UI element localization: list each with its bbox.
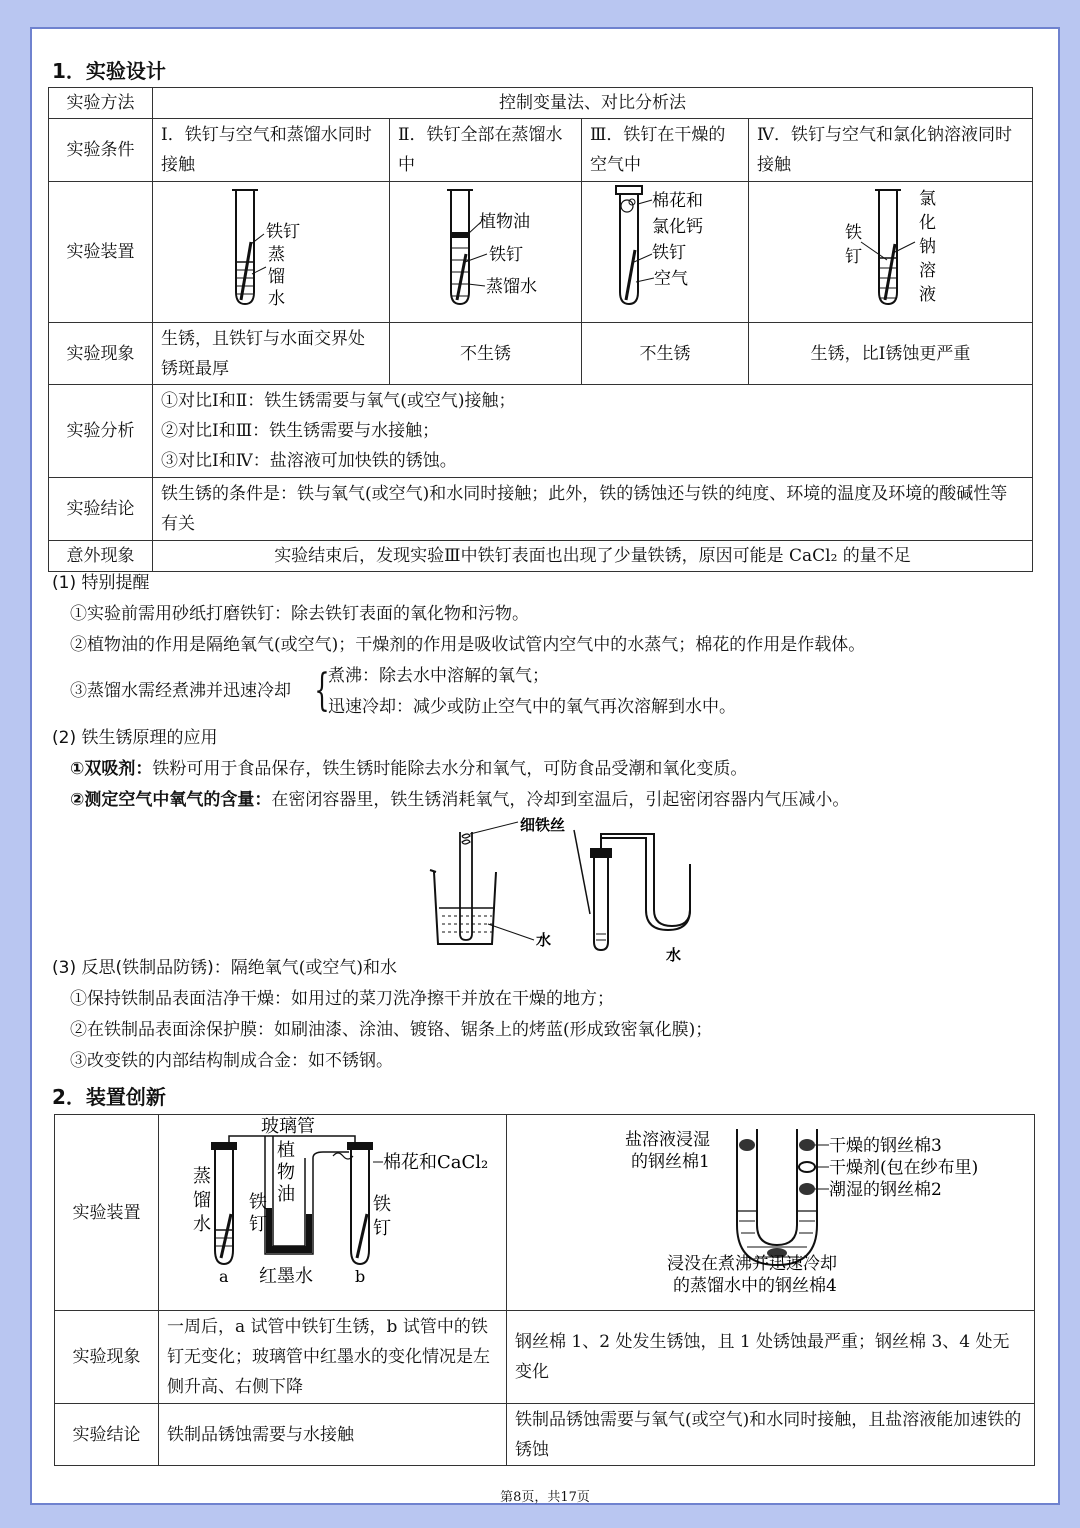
analysis-item: ①对比Ⅰ和Ⅱ：铁生锈需要与氧气(或空气)接触； xyxy=(161,391,516,411)
reflection-item-2: ②在铁制品表面涂保护膜：如刷油漆、涂油、镀铬、锯条上的烤蓝(形成致密氧化膜)； xyxy=(70,1020,713,1040)
section2-heading: 2．装置创新 xyxy=(52,1085,166,1109)
device-tube-2 xyxy=(390,182,582,323)
u-tube-device-2 xyxy=(507,1115,1035,1311)
phenomenon-2: 不生锈 xyxy=(390,323,582,385)
svg-text:钉: 钉 xyxy=(248,1213,267,1235)
reflection-item-1: ①保持铁制品表面洁净干燥：如用过的菜刀洗净擦干并放在干燥的地方； xyxy=(70,989,614,1009)
steel-wool-u-tube-diagram xyxy=(551,1115,991,1300)
oxygen-measurement-figure xyxy=(422,814,682,964)
svg-text:的钢丝棉1: 的钢丝棉1 xyxy=(630,1152,710,1172)
analysis-cell xyxy=(153,385,1033,478)
reminder-item-3b: 迅速冷却：减少或防止空气中的氧气再次溶解到水中。 xyxy=(328,697,736,717)
svg-text:油: 油 xyxy=(276,1183,295,1205)
tube-3-cotton-label: 棉花和 xyxy=(652,191,703,211)
svg-text:物: 物 xyxy=(276,1161,295,1183)
salt-wool-label: 盐溶液浸湿 xyxy=(624,1130,710,1150)
method-value: 控制变量法、对比分析法 xyxy=(153,88,1033,119)
dry-wool-3-label: 干燥的钢丝棉3 xyxy=(828,1136,942,1156)
reflection-title: (3) 反思(铁制品防锈)：隔绝氧气(或空气)和水 xyxy=(52,958,398,978)
svg-text:的蒸馏水中的钢丝棉4: 的蒸馏水中的钢丝棉4 xyxy=(672,1276,837,1296)
experiment-design-table xyxy=(48,87,1033,572)
svg-text:溶: 溶 xyxy=(918,261,936,281)
tube-1-nail-label: 铁钉 xyxy=(266,222,300,242)
reminder-item-2: ②植物油的作用是隔绝氧气(或空气)；干燥剂的作用是吸收试管内空气中的水蒸气；棉花的作用是作载体。 xyxy=(70,635,866,655)
reminder-title: (1) 特别提醒 xyxy=(52,573,150,593)
svg-text:液: 液 xyxy=(918,285,936,305)
desiccant-label: 干燥剂(包在纱布里) xyxy=(828,1158,978,1178)
svg-text:植: 植 xyxy=(276,1139,295,1161)
svg-text:水: 水 xyxy=(268,289,285,309)
unexpected-label: 意外现象 xyxy=(49,541,153,572)
innovation-conclusion-left: 铁制品锈蚀需要与水接触 xyxy=(159,1404,507,1466)
tube-a-label: a xyxy=(218,1266,229,1286)
device-tube-3 xyxy=(582,182,749,323)
iron-wire-label: 细铁丝 xyxy=(520,816,566,834)
svg-text:铁: 铁 xyxy=(248,1191,267,1213)
phenomenon-label: 实验现象 xyxy=(49,323,153,385)
innovation-conclusion-label: 实验结论 xyxy=(55,1404,159,1466)
application-item-1: ①双吸剂：铁粉可用于食品保存，铁生锈时能除去水分和氧气，可防食品受潮和氧化变质。 xyxy=(70,759,748,779)
method-label: 实验方法 xyxy=(49,88,153,119)
water-label-2: 水 xyxy=(666,946,682,964)
condition-2: Ⅱ．铁钉全部在蒸馏水中 xyxy=(390,119,582,182)
section1-heading: 1．实验设计 xyxy=(52,59,166,83)
phenomenon-3: 不生锈 xyxy=(582,323,749,385)
svg-text:蒸馏水: 蒸馏水 xyxy=(485,277,537,297)
tube-2-oil-label: 植物油 xyxy=(478,212,530,232)
conclusion-text: 铁生锈的条件是：铁与氧气(或空气)和水同时接触；此外，铁的锈蚀还与铁的纯度、环境的温度及环境的酸碱性等有关 xyxy=(153,478,1033,541)
reminder-item-3a: 煮沸：除去水中溶解的氧气； xyxy=(328,666,549,686)
device-tube-1 xyxy=(153,182,390,323)
svg-text:空气: 空气 xyxy=(654,269,688,289)
innovation-conclusion-right: 铁制品锈蚀需要与氧气(或空气)和水同时接触，且盐溶液能加速铁的锈蚀 xyxy=(507,1404,1035,1466)
device-label: 实验装置 xyxy=(49,182,153,323)
svg-text:蒸: 蒸 xyxy=(268,245,285,265)
document-page xyxy=(30,27,1060,1505)
wet-wool-2-label: 潮湿的钢丝棉2 xyxy=(828,1180,942,1200)
water-label-1: 水 xyxy=(536,931,552,949)
device-tube-4 xyxy=(749,182,1033,323)
reminder-item-3-lead: ③蒸馏水需经煮沸并迅速冷却 xyxy=(70,681,291,701)
submerged-wool-label: 浸没在煮沸并迅速冷却 xyxy=(666,1254,837,1274)
reflection-item-3: ③改变铁的内部结构制成合金：如不锈钢。 xyxy=(70,1051,393,1071)
svg-text:铁钉: 铁钉 xyxy=(488,245,523,265)
tube-2-diagram xyxy=(401,182,571,312)
svg-text:钠: 钠 xyxy=(918,237,936,257)
reminder-item-1: ①实验前需用砂纸打磨铁钉：除去铁钉表面的氧化物和污物。 xyxy=(70,604,529,624)
curly-brace: { xyxy=(314,665,330,716)
application-title: (2) 铁生锈原理的应用 xyxy=(52,728,218,748)
svg-text:铁: 铁 xyxy=(372,1193,391,1215)
device-innovation-table xyxy=(54,1114,1035,1466)
page-footer: 第8页，共17页 xyxy=(500,1490,590,1505)
svg-text:馏: 馏 xyxy=(268,267,285,287)
condition-label: 实验条件 xyxy=(49,119,153,182)
innovation-device-label: 实验装置 xyxy=(55,1115,159,1311)
conclusion-label: 实验结论 xyxy=(49,478,153,541)
application-item-2: ②测定空气中氧气的含量：在密闭容器里，铁生锈消耗氧气，冷却到室温后，引起密闭容器内气压减小。 xyxy=(70,790,850,810)
phenomenon-4: 生锈，比Ⅰ锈蚀更严重 xyxy=(749,323,1033,385)
svg-text:钉: 钉 xyxy=(844,247,862,267)
twin-tube-diagram xyxy=(173,1115,493,1298)
tube-4-nail-label: 铁 xyxy=(844,223,862,243)
tube-4-diagram xyxy=(791,182,991,312)
svg-text:水: 水 xyxy=(192,1213,211,1235)
unexpected-text: 实验结束后，发现实验Ⅲ中铁钉表面也出现了少量铁锈，原因可能是 CaCl₂ 的量不足 xyxy=(153,541,1033,572)
svg-text:钉: 钉 xyxy=(372,1217,391,1239)
svg-text:蒸: 蒸 xyxy=(192,1165,211,1187)
innovation-phenomenon-left: 一周后，a 试管中铁钉生锈，b 试管中的铁钉无变化；玻璃管中红墨水的变化情况是左侧升高、右侧下降 xyxy=(159,1311,507,1404)
innovation-phenomenon-label: 实验现象 xyxy=(55,1311,159,1404)
tube-3-diagram xyxy=(590,182,740,312)
tube-4-solution-label: 氯 xyxy=(918,189,936,209)
svg-text:化: 化 xyxy=(918,213,936,233)
svg-text:馏: 馏 xyxy=(192,1189,211,1211)
glass-tube-label: 玻璃管 xyxy=(260,1115,315,1137)
innovation-phenomenon-right: 钢丝棉 1、2 处发生锈蚀，且 1 处锈蚀最严重；钢丝棉 3、4 处无变化 xyxy=(507,1311,1035,1404)
red-ink-label: 红墨水 xyxy=(258,1265,313,1287)
analysis-label: 实验分析 xyxy=(49,385,153,478)
analysis-item: ③对比Ⅰ和Ⅳ：盐溶液可加快铁的锈蚀。 xyxy=(161,451,457,471)
cotton-cacl2-label: 棉花和CaCl₂ xyxy=(382,1151,488,1173)
svg-text:氯化钙: 氯化钙 xyxy=(652,217,703,237)
u-tube-device-1 xyxy=(159,1115,507,1311)
condition-3: Ⅲ．铁钉在干燥的空气中 xyxy=(582,119,749,182)
condition-4: Ⅳ．铁钉与空气和氯化钠溶液同时接触 xyxy=(749,119,1033,182)
condition-1: Ⅰ．铁钉与空气和蒸馏水同时接触 xyxy=(153,119,390,182)
tube-1-diagram xyxy=(196,182,346,312)
tube-b-label: b xyxy=(354,1266,365,1286)
svg-text:铁钉: 铁钉 xyxy=(652,243,686,263)
analysis-item: ②对比Ⅰ和Ⅲ：铁生锈需要与水接触； xyxy=(161,421,440,441)
phenomenon-1: 生锈，且铁钉与水面交界处锈斑最厚 xyxy=(153,323,390,385)
